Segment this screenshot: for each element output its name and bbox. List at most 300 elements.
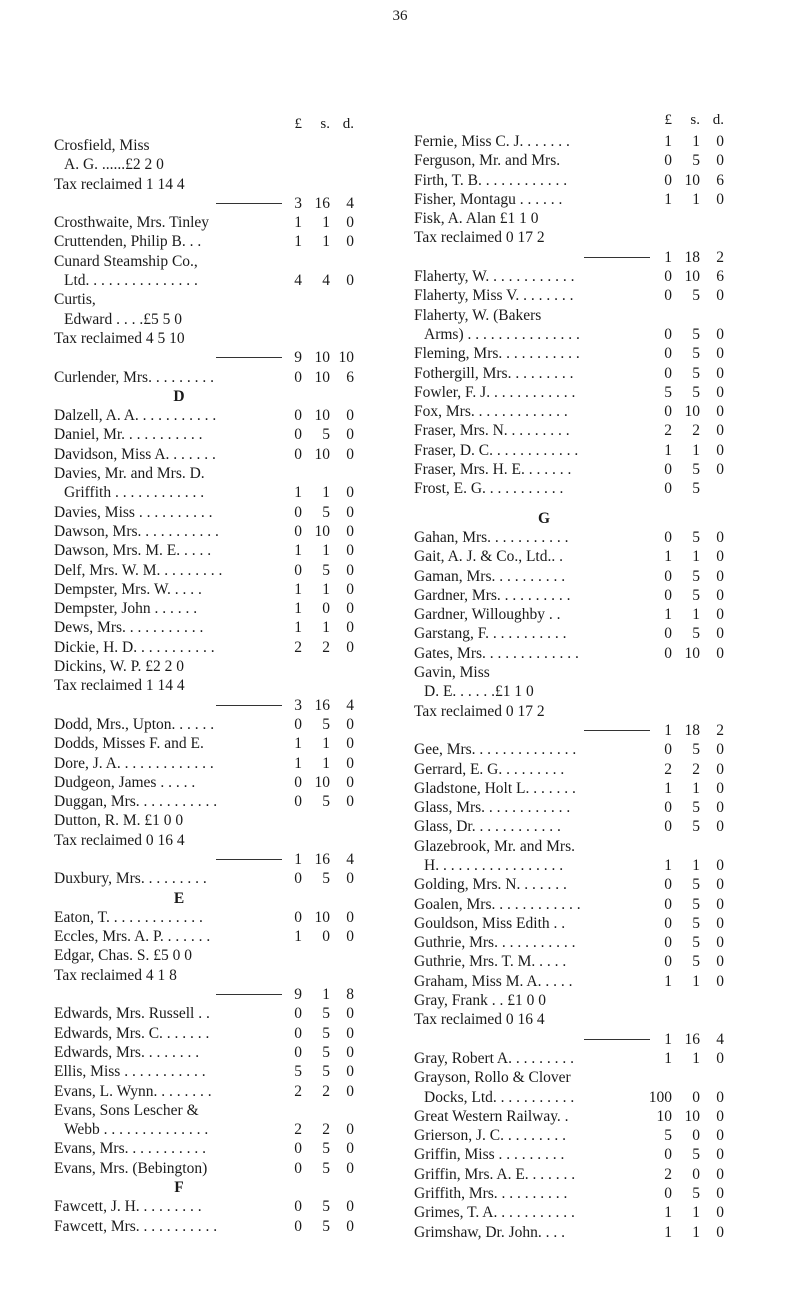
- pounds-amount: 0: [664, 528, 672, 546]
- section-letter: [54, 1178, 394, 1197]
- subscriber-row: [414, 1068, 764, 1087]
- subtotal-row: [414, 248, 764, 267]
- pounds-amount: 0: [664, 325, 672, 343]
- pounds-amount: 0: [664, 644, 672, 662]
- shillings-amount: 1: [322, 986, 330, 1004]
- pence-amount: 0: [716, 856, 724, 874]
- left-column: [54, 136, 394, 1236]
- pence-amount: 2: [716, 721, 724, 739]
- shillings-amount: 5: [692, 461, 700, 479]
- shillings-amount: 5: [692, 567, 700, 585]
- subscriber-name: Duxbury, Mrs. . . . . . . . .: [54, 870, 207, 888]
- pounds-amount: 0: [294, 793, 302, 811]
- shillings-amount: 0: [692, 1088, 700, 1106]
- subscriber-name: A. G. ......£2 2 0: [64, 156, 164, 174]
- subscriber-row: [54, 1139, 394, 1158]
- shillings-amount: 5: [692, 799, 700, 817]
- subscriber-name: Flaherty, W. (Bakers: [414, 306, 542, 324]
- shillings-amount: 0: [322, 600, 330, 618]
- pounds-amount: 1: [664, 248, 672, 266]
- shillings-amount: 5: [692, 586, 700, 604]
- subscriber-name: Griffin, Mrs. A. E. . . . . . .: [414, 1165, 576, 1183]
- shillings-amount: 5: [322, 503, 330, 521]
- subscriber-name: Dickins, W. P. £2 2 0: [54, 658, 185, 676]
- subscriber-row: [54, 908, 394, 927]
- subscriber-row: [414, 702, 764, 721]
- subscriber-name: Fraser, Mrs. H. E. . . . . . .: [414, 461, 572, 479]
- pounds-amount: 0: [664, 268, 672, 286]
- pounds-amount: 0: [664, 953, 672, 971]
- subscriber-row: [54, 290, 394, 309]
- pounds-amount: 0: [664, 152, 672, 170]
- pence-amount: 0: [716, 606, 724, 624]
- pounds-amount: 0: [294, 368, 302, 386]
- subscriber-name: Golding, Mrs. N. . . . . . .: [414, 876, 567, 894]
- subscriber-name: Gates, Mrs. . . . . . . . . . . . .: [414, 644, 579, 662]
- pence-amount: 0: [716, 190, 724, 208]
- subscriber-row: [414, 209, 764, 228]
- subscriber-name: H. . . . . . . . . . . . . . . . .: [424, 856, 564, 874]
- subscriber-row: [414, 441, 764, 460]
- subscriber-name: Garstang, F. . . . . . . . . . .: [414, 625, 567, 643]
- pounds-amount: 1: [664, 548, 672, 566]
- subscriber-name: Grierson, J. C. . . . . . . . .: [414, 1127, 566, 1145]
- shillings-header: s.: [320, 116, 330, 132]
- pence-amount: 0: [346, 928, 354, 946]
- subscriber-name: Fraser, D. C. . . . . . . . . . . .: [414, 441, 579, 459]
- shillings-amount: 2: [322, 1121, 330, 1139]
- shillings-amount: 1: [322, 619, 330, 637]
- pounds-amount: 0: [294, 1024, 302, 1042]
- subscriber-name: Edward . . . .£5 5 0: [64, 310, 182, 328]
- shillings-amount: 16: [314, 696, 330, 714]
- subscriber-row: [54, 425, 394, 444]
- subscriber-row: [414, 267, 764, 286]
- pounds-amount: 1: [664, 1049, 672, 1067]
- pounds-amount: 0: [294, 870, 302, 888]
- subscriber-row: [414, 952, 764, 971]
- shillings-amount: 5: [692, 741, 700, 759]
- shillings-amount: 1: [692, 1223, 700, 1241]
- pounds-amount: 0: [294, 522, 302, 540]
- subscriber-row: [54, 1197, 394, 1216]
- pounds-amount: 1: [294, 619, 302, 637]
- subscriber-name: Tax reclaimed 0 17 2: [414, 702, 545, 720]
- pounds-amount: 9: [294, 986, 302, 1004]
- section-letter-label: F: [174, 1179, 184, 1197]
- subscriber-row: [54, 155, 394, 174]
- shillings-amount: 1: [692, 548, 700, 566]
- subscriber-name: Griffith, Mrs. . . . . . . . . .: [414, 1185, 568, 1203]
- pence-header: d.: [342, 116, 354, 132]
- subscriber-row: [414, 663, 764, 682]
- subscriber-name: Tax reclaimed 0 16 4: [414, 1011, 545, 1029]
- pence-amount: 0: [346, 619, 354, 637]
- subscriber-row: [414, 933, 764, 952]
- shillings-amount: 2: [322, 638, 330, 656]
- pence-amount: 0: [716, 895, 724, 913]
- pence-amount: 0: [716, 325, 724, 343]
- pence-amount: 0: [346, 214, 354, 232]
- subscriber-row: [54, 1217, 394, 1236]
- subscriber-row: [414, 972, 764, 991]
- shillings-amount: 1: [322, 754, 330, 772]
- subscriber-name: Edgar, Chas. S. £5 0 0: [54, 947, 193, 965]
- shillings-amount: 1: [692, 1204, 700, 1222]
- pence-amount: 0: [346, 1024, 354, 1042]
- subscriber-row: [414, 875, 764, 894]
- subscriber-row: [414, 364, 764, 383]
- subscriber-row: [414, 460, 764, 479]
- subscriber-row: [414, 567, 764, 586]
- pounds-amount: 0: [664, 1146, 672, 1164]
- pence-amount: 0: [346, 1063, 354, 1081]
- pence-amount: 0: [716, 818, 724, 836]
- pence-amount: 0: [346, 542, 354, 560]
- subscriber-name: Davies, Mr. and Mrs. D.: [54, 465, 205, 483]
- subscriber-name: Docks, Ltd. . . . . . . . . . .: [424, 1088, 575, 1106]
- subscriber-name: Griffin, Miss . . . . . . . . .: [414, 1146, 565, 1164]
- shillings-amount: 1: [322, 233, 330, 251]
- subscriber-name: Evans, L. Wynn. . . . . . . .: [54, 1082, 212, 1100]
- pounds-amount: 0: [664, 461, 672, 479]
- subscriber-name: Curlender, Mrs. . . . . . . . .: [54, 368, 214, 386]
- subscriber-row: [414, 547, 764, 566]
- right-column-header: [414, 112, 764, 132]
- pounds-amount: 0: [664, 364, 672, 382]
- pence-amount: 0: [716, 625, 724, 643]
- pounds-amount: 0: [294, 426, 302, 444]
- pence-amount: 6: [716, 171, 724, 189]
- shillings-amount: 5: [322, 1217, 330, 1235]
- subscriber-row: [54, 754, 394, 773]
- pounds-amount: 2: [664, 1165, 672, 1183]
- subscriber-row: [414, 1126, 764, 1145]
- section-letter-label: G: [537, 509, 551, 527]
- pence-amount: 0: [716, 779, 724, 797]
- subscriber-name: Cunard Steamship Co.,: [54, 252, 198, 270]
- pence-amount: 8: [346, 986, 354, 1004]
- shillings-amount: 1: [322, 542, 330, 560]
- left-column-header: [54, 116, 394, 136]
- pence-amount: 0: [716, 934, 724, 952]
- shillings-amount: 5: [322, 561, 330, 579]
- pounds-amount: 0: [294, 407, 302, 425]
- pounds-amount: 0: [664, 914, 672, 932]
- subscriber-row: [54, 1062, 394, 1081]
- pence-amount: 0: [346, 561, 354, 579]
- pence-amount: 0: [346, 754, 354, 772]
- pounds-amount: 1: [664, 441, 672, 459]
- shillings-amount: 10: [684, 403, 700, 421]
- subscriber-row: [414, 132, 764, 151]
- shillings-amount: 0: [322, 928, 330, 946]
- subscriber-name: Fernie, Miss C. J. . . . . . .: [414, 133, 570, 150]
- shillings-amount: 5: [692, 934, 700, 952]
- shillings-amount: 5: [322, 1005, 330, 1023]
- shillings-amount: 10: [314, 445, 330, 463]
- subscriber-name: Great Western Railway. .: [414, 1107, 569, 1125]
- shillings-amount: 2: [322, 1082, 330, 1100]
- shillings-amount: 1: [692, 972, 700, 990]
- shillings-amount: 5: [692, 914, 700, 932]
- subscriber-name: Delf, Mrs. W. M. . . . . . . . .: [54, 561, 223, 579]
- pounds-amount: 1: [294, 928, 302, 946]
- pence-amount: 0: [346, 484, 354, 502]
- pounds-amount: 0: [294, 503, 302, 521]
- subscriber-name: Curtis,: [54, 291, 96, 309]
- subscriber-row: [414, 306, 764, 325]
- shillings-amount: 16: [314, 194, 330, 212]
- pence-amount: 0: [346, 793, 354, 811]
- subscriber-name: Griffith . . . . . . . . . . . .: [64, 484, 205, 502]
- pounds-amount: 0: [294, 773, 302, 791]
- pounds-amount: 0: [664, 895, 672, 913]
- subtotal-row: [54, 985, 394, 1004]
- shillings-amount: 4: [322, 272, 330, 290]
- pounds-amount: 0: [664, 818, 672, 836]
- subscriber-row: [414, 817, 764, 836]
- subscriber-name: Evans, Sons Lescher &: [54, 1101, 199, 1119]
- pounds-amount: 0: [294, 1043, 302, 1061]
- subscriber-name: Dore, J. A. . . . . . . . . . . . .: [54, 754, 214, 772]
- section-letter: [414, 509, 764, 528]
- pounds-amount: 0: [294, 715, 302, 733]
- pounds-amount: 1: [294, 735, 302, 753]
- pence-amount: 4: [346, 696, 354, 714]
- subscriber-name: Dempster, Mrs. W. . . . .: [54, 580, 202, 598]
- subscriber-row: [414, 914, 764, 933]
- subscriber-row: [54, 946, 394, 965]
- subscriber-name: Goalen, Mrs. . . . . . . . . . . .: [414, 895, 581, 913]
- subscriber-name: Crosfield, Miss: [54, 137, 150, 154]
- subscriber-name: Dempster, John . . . . . .: [54, 600, 198, 618]
- pence-amount: 6: [716, 268, 724, 286]
- subscriber-row: [414, 421, 764, 440]
- pounds-amount: 1: [664, 606, 672, 624]
- subscriber-name: Gray, Robert A. . . . . . . . .: [414, 1049, 575, 1067]
- pounds-amount: 0: [664, 171, 672, 189]
- subscriber-name: Tax reclaimed 1 14 4: [54, 677, 185, 695]
- pence-amount: 0: [346, 426, 354, 444]
- subscriber-row: [414, 605, 764, 624]
- subscriber-name: Edwards, Mrs. C. . . . . . .: [54, 1024, 210, 1042]
- subscriber-row: [414, 228, 764, 247]
- pence-amount: 0: [716, 1127, 724, 1145]
- pounds-amount: 0: [664, 625, 672, 643]
- subtotal-row: [54, 194, 394, 213]
- pounds-amount: 0: [664, 480, 672, 498]
- subscriber-name: Gardner, Willoughby . .: [414, 606, 561, 624]
- pence-amount: 0: [716, 1223, 724, 1241]
- subscriber-row: [54, 734, 394, 753]
- subscriber-name: Duggan, Mrs. . . . . . . . . . .: [54, 793, 218, 811]
- pence-amount: 4: [346, 850, 354, 868]
- pounds-amount: 0: [664, 345, 672, 363]
- shillings-amount: 10: [684, 171, 700, 189]
- shillings-amount: 5: [692, 152, 700, 170]
- pence-amount: 0: [716, 548, 724, 566]
- pounds-amount: 2: [664, 422, 672, 440]
- subscriber-name: Fawcett, J. H. . . . . . . . .: [54, 1198, 202, 1216]
- pounds-header: £: [664, 112, 672, 128]
- pounds-amount: 0: [294, 1217, 302, 1235]
- pounds-amount: 1: [664, 190, 672, 208]
- pence-amount: 0: [716, 972, 724, 990]
- subscriber-name: Fleming, Mrs. . . . . . . . . . .: [414, 345, 580, 363]
- subscriber-name: Gaman, Mrs. . . . . . . . . .: [414, 567, 566, 585]
- shillings-amount: 10: [314, 908, 330, 926]
- subtotal-row: [414, 1030, 764, 1049]
- pence-amount: 0: [346, 1198, 354, 1216]
- subscriber-row: [54, 580, 394, 599]
- subscriber-row: [54, 271, 394, 290]
- subscriber-name: Dudgeon, James . . . . .: [54, 773, 196, 791]
- subscriber-row: [54, 618, 394, 637]
- shillings-amount: 1: [322, 580, 330, 598]
- shillings-amount: 10: [314, 773, 330, 791]
- subscriber-name: Tax reclaimed 0 16 4: [54, 831, 185, 849]
- shillings-amount: 10: [314, 368, 330, 386]
- pence-amount: 0: [716, 1107, 724, 1125]
- subscriber-name: Dews, Mrs. . . . . . . . . . .: [54, 619, 204, 637]
- subtotal-row: [54, 696, 394, 715]
- pence-amount: 0: [346, 522, 354, 540]
- subscriber-row: [414, 1049, 764, 1068]
- pence-amount: 0: [716, 799, 724, 817]
- subscriber-row: [414, 344, 764, 363]
- subscriber-name: Glazebrook, Mr. and Mrs.: [414, 837, 575, 855]
- subscriber-row: [414, 1107, 764, 1126]
- pence-amount: 0: [346, 1043, 354, 1061]
- section-letter: [54, 387, 394, 406]
- subscriber-name: Crosthwaite, Mrs. Tinley: [54, 214, 210, 232]
- subscriber-name: Guthrie, Mrs. . . . . . . . . . .: [414, 934, 576, 952]
- shillings-amount: 10: [314, 522, 330, 540]
- pounds-amount: 0: [294, 1159, 302, 1177]
- pence-amount: 0: [716, 1204, 724, 1222]
- subscriber-name: Dawson, Mrs. M. E. . . . .: [54, 542, 212, 560]
- subscriber-name: Gait, A. J. & Co., Ltd.. .: [414, 548, 563, 566]
- subscriber-row: [414, 479, 764, 498]
- subscriber-row: [54, 811, 394, 830]
- pounds-amount: 1: [664, 1223, 672, 1241]
- shillings-amount: 5: [692, 345, 700, 363]
- pence-amount: 4: [716, 1030, 724, 1048]
- shillings-amount: 18: [684, 721, 700, 739]
- pounds-amount: 1: [294, 484, 302, 502]
- shillings-header: s.: [690, 112, 700, 128]
- subscriber-row: [414, 644, 764, 663]
- subscriber-row: [54, 136, 394, 155]
- pounds-amount: 0: [664, 586, 672, 604]
- subscriber-name: Flaherty, W. . . . . . . . . . . .: [414, 268, 575, 286]
- page-number: 36: [392, 8, 408, 24]
- pounds-amount: 1: [294, 214, 302, 232]
- subscriber-name: Eccles, Mrs. A. P. . . . . . .: [54, 928, 211, 946]
- pence-amount: 0: [716, 403, 724, 421]
- subscriber-name: Dutton, R. M. £1 0 0: [54, 812, 184, 830]
- section-letter-label: D: [173, 387, 185, 405]
- pence-amount: 0: [346, 233, 354, 251]
- subscriber-name: Gavin, Miss: [414, 664, 490, 682]
- subscriber-row: [54, 927, 394, 946]
- pounds-header: £: [294, 116, 302, 132]
- subscriber-name: Eaton, T. . . . . . . . . . . . .: [54, 908, 203, 926]
- subscriber-name: Gladstone, Holt L. . . . . . .: [414, 779, 576, 797]
- subscriber-name: Davidson, Miss A. . . . . . .: [54, 445, 216, 463]
- pence-amount: 10: [338, 349, 354, 367]
- subtotal-row: [414, 721, 764, 740]
- pence-amount: 0: [346, 580, 354, 598]
- shillings-amount: 5: [322, 870, 330, 888]
- pounds-amount: 9: [294, 349, 302, 367]
- pounds-amount: 1: [294, 233, 302, 251]
- subscriber-name: Tax reclaimed 4 1 8: [54, 966, 177, 984]
- subscriber-row: [54, 1082, 394, 1101]
- subscriber-name: D. E. . . . . .£1 1 0: [424, 683, 534, 701]
- shillings-amount: 5: [322, 793, 330, 811]
- pence-amount: 0: [716, 953, 724, 971]
- subscriber-name: Dalzell, A. A. . . . . . . . . . .: [54, 407, 217, 425]
- subscriber-row: [54, 329, 394, 348]
- subscriber-name: Webb . . . . . . . . . . . . . .: [64, 1121, 209, 1139]
- shillings-amount: 5: [322, 1043, 330, 1061]
- pence-amount: 0: [716, 345, 724, 363]
- pounds-amount: 100: [648, 1088, 672, 1106]
- subscriber-name: Dodd, Mrs., Upton. . . . . .: [54, 715, 215, 733]
- shillings-amount: 5: [692, 625, 700, 643]
- pence-amount: 0: [346, 735, 354, 753]
- subscriber-name: Gee, Mrs. . . . . . . . . . . . . .: [414, 741, 577, 759]
- subscriber-row: [414, 528, 764, 547]
- pence-amount: 2: [716, 248, 724, 266]
- pence-amount: 4: [346, 194, 354, 212]
- pence-amount: 0: [716, 741, 724, 759]
- pence-amount: 0: [346, 773, 354, 791]
- pence-amount: 0: [716, 528, 724, 546]
- subscriber-name: Fisk, A. Alan £1 1 0: [414, 210, 539, 228]
- pounds-amount: 0: [664, 934, 672, 952]
- subscriber-name: Edwards, Mrs. Russell . .: [54, 1005, 210, 1023]
- pence-amount: 0: [716, 1049, 724, 1067]
- pounds-amount: 5: [294, 1063, 302, 1081]
- subscriber-name: Evans, Mrs. . . . . . . . . . .: [54, 1140, 206, 1158]
- subscriber-name: Tax reclaimed 4 5 10: [54, 329, 185, 347]
- pounds-amount: 5: [664, 383, 672, 401]
- subscriber-name: Fowler, F. J. . . . . . . . . . . .: [414, 383, 576, 401]
- pounds-amount: 0: [664, 567, 672, 585]
- shillings-amount: 1: [692, 133, 700, 150]
- subscriber-name: Flaherty, Miss V. . . . . . . .: [414, 287, 574, 305]
- subscriber-row: [414, 286, 764, 305]
- pounds-amount: 0: [294, 908, 302, 926]
- pounds-amount: 4: [294, 272, 302, 290]
- subscriber-row: [414, 171, 764, 190]
- spacer: [414, 499, 764, 509]
- pounds-amount: 1: [294, 850, 302, 868]
- shillings-amount: 5: [322, 1140, 330, 1158]
- section-letter: [54, 889, 394, 908]
- pounds-amount: 0: [294, 1140, 302, 1158]
- subscriber-row: [414, 798, 764, 817]
- pence-amount: 0: [346, 1005, 354, 1023]
- subscriber-name: Dickie, H. D. . . . . . . . . . .: [54, 638, 215, 656]
- shillings-amount: 10: [684, 1107, 700, 1125]
- pounds-amount: 0: [294, 1198, 302, 1216]
- pounds-amount: 1: [664, 1204, 672, 1222]
- shillings-amount: 2: [692, 422, 700, 440]
